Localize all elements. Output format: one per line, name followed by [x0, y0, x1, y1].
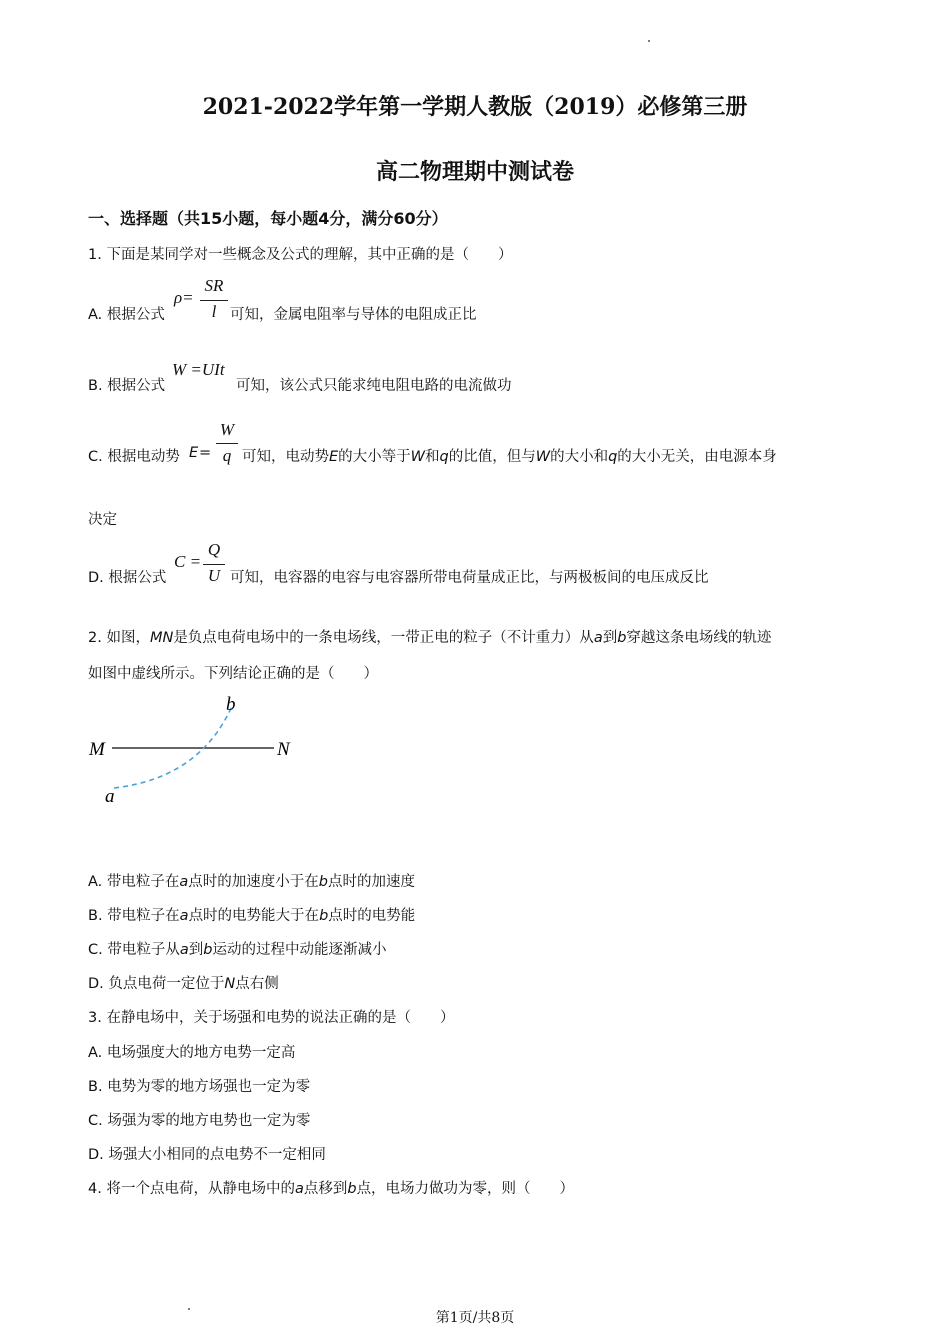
q2-d-var-N: N — [224, 976, 236, 992]
q2-stem-1a: 2. 如图， — [88, 630, 150, 646]
q2-stem-1b: 是负点电荷电场中的一条电场线，一带正电的粒子（不计重力）从 — [173, 630, 594, 646]
q1-a-formula-denominator: l — [211, 302, 217, 321]
q1-option-c-prefix: C. 根据电动势 — [88, 449, 180, 465]
q2-stem-line1 — [88, 626, 771, 647]
q2-stem-a: a — [593, 630, 603, 646]
q1-c-text-1: 可知，电动势 — [242, 449, 329, 465]
page-number: 第1页/共8页 — [435, 1310, 515, 1326]
q4-stem — [88, 1177, 574, 1198]
q2-stem-line2: 如图中虚线所示。下列结论正确的是（ ） — [88, 666, 378, 682]
q3-option-b: B. 电势为零的地方场强也一定为零 — [88, 1079, 311, 1095]
q2-a-3: 点时的加速度 — [328, 874, 415, 890]
q1-c-text-6: 的大小无关，由电源本身 — [617, 449, 777, 465]
q1-option-a-prefix: A. 根据公式 — [88, 307, 165, 323]
q2-figure — [80, 690, 320, 820]
section-heading: 一、选择题（共15小题，每小题4分，满分60分） — [88, 209, 448, 228]
q1-option-b-prefix: B. 根据公式 — [88, 378, 166, 394]
q1-a-formula-lhs: ρ= — [174, 288, 194, 307]
q1-c-text-4: 的比值，但与 — [448, 449, 536, 465]
q1-a-formula-bar — [200, 300, 228, 301]
page-title-line2: 高二物理期中测试卷 — [375, 159, 574, 185]
q2-b-3: 点时的电势能 — [328, 908, 416, 924]
label-b: b — [226, 694, 236, 715]
label-M: M — [89, 739, 105, 760]
q1-option-d-prefix: D. 根据公式 — [88, 570, 167, 586]
q2-b-var-b: b — [319, 908, 329, 924]
q2-b-var-a: a — [179, 908, 189, 924]
q4-var-b: b — [347, 1181, 357, 1197]
q1-c-var-W2: W — [535, 449, 551, 465]
q1-option-d-suffix: 可知，电容器的电容与电容器所带电荷量成正比，与两极板间的电压成反比 — [230, 570, 709, 586]
q1-option-b-suffix: 可知，该公式只能求纯电阻电路的电流做功 — [236, 378, 512, 394]
q4-var-a: a — [294, 1181, 304, 1197]
q1-option-c-text — [242, 445, 777, 466]
label-N: N — [277, 739, 290, 760]
q2-stem-1d: 穿越这条电场线的轨迹 — [626, 630, 772, 646]
q1-c-text-5: 的大小和 — [550, 449, 609, 465]
q3-option-c: C. 场强为零的地方电势也一定为零 — [88, 1113, 311, 1129]
q1-d-formula-lhs: C = — [174, 552, 202, 571]
q1-c-text-2: 的大小等于 — [338, 449, 411, 465]
q2-b-1: B. 带电粒子在 — [88, 908, 180, 924]
q2-d-1: D. 负点电荷一定位于 — [88, 976, 225, 992]
q4-stem-1: 4. 将一个点电荷，从静电场中的 — [88, 1181, 295, 1197]
q1-c-formula-denominator: q — [222, 446, 232, 465]
q1-c-var-q2: q — [608, 449, 618, 465]
q1-c-equals: = — [199, 445, 212, 461]
q4-stem-3: 点，电场力做功为零，则（ ） — [356, 1181, 575, 1197]
particle-trajectory — [114, 706, 232, 788]
q1-d-formula-numerator: Q — [207, 540, 221, 559]
q1-d-formula-denominator: U — [207, 566, 221, 585]
q3-stem: 3. 在静电场中，关于场强和电势的说法正确的是（ ） — [88, 1010, 455, 1026]
q2-c-1: C. 带电粒子从 — [88, 942, 180, 958]
q2-stem-b: b — [617, 630, 627, 646]
q3-option-a: A. 电场强度大的地方电势一定高 — [88, 1045, 296, 1061]
q1-option-c-continuation: 决定 — [88, 512, 117, 528]
q1-c-var-W: W — [410, 449, 426, 465]
q2-c-2: 到 — [188, 942, 204, 958]
q2-stem-MN: MN — [149, 630, 174, 646]
q2-a-var-b: b — [318, 874, 328, 890]
q2-a-1: A. 带电粒子在 — [88, 874, 180, 890]
q1-b-formula: W =UIt — [172, 360, 225, 379]
q1-d-formula-bar — [203, 564, 225, 565]
q2-stem-1c: 到 — [602, 630, 618, 646]
q3-option-d: D. 场强大小相同的点电势不一定相同 — [88, 1147, 326, 1163]
q1-a-formula-numerator: SR — [204, 276, 224, 295]
q1-stem: 1. 下面是某同学对一些概念及公式的理解，其中正确的是（ ） — [88, 247, 513, 263]
q2-c-3: 运动的过程中动能逐渐减小 — [212, 942, 387, 958]
page-title-line1: 2021-2022学年第一学期人教版（2019）必修第三册 — [202, 94, 748, 120]
q4-stem-2: 点移到 — [303, 1181, 348, 1197]
q1-option-a-suffix: 可知，金属电阻率与导体的电阻成正比 — [230, 307, 477, 323]
q2-a-2: 点时的加速度小于在 — [188, 874, 319, 890]
q1-c-formula-numerator: W — [219, 420, 235, 439]
q1-c-var-E: E — [189, 445, 199, 461]
q2-option-a — [88, 870, 415, 891]
q2-c-var-b: b — [203, 942, 213, 958]
label-a: a — [105, 786, 115, 807]
q1-c-text-3: 和 — [425, 449, 440, 465]
q2-option-c — [88, 938, 386, 959]
q2-option-d — [88, 972, 279, 993]
q1-c-formula-bar — [216, 443, 238, 444]
q2-d-2: 点右侧 — [235, 976, 279, 992]
q1-c-var-E2: E — [329, 449, 339, 465]
q1-c-var-q: q — [439, 449, 449, 465]
q2-b-2: 点时的电势能大于在 — [188, 908, 320, 924]
scan-dot — [648, 40, 650, 42]
q2-a-var-a: a — [179, 874, 189, 890]
q2-option-b — [88, 904, 415, 925]
q2-c-var-a: a — [179, 942, 189, 958]
